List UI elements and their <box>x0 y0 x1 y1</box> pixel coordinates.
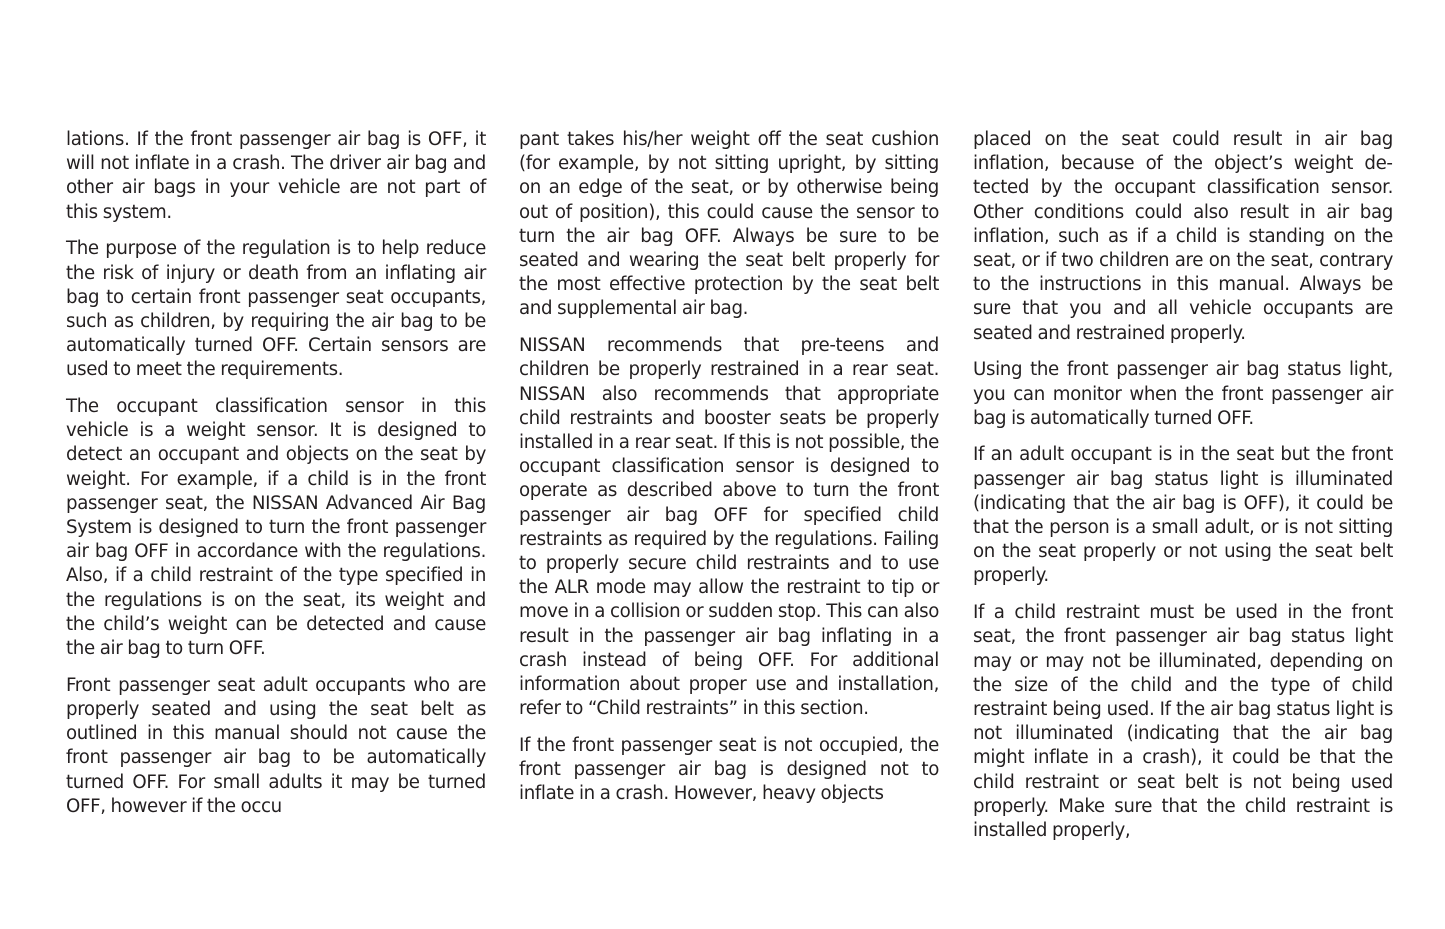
paragraph: The occupant classification sensor in this vehicle is a weight sensor. It is designed to detect an occupant and objects on the seat by weight. For example, if a child is in the front passenger seat, the NISSAN Advanced Air Bag System is designed to turn the front passenger air bag OFF in accordance with the regulations. Also, if a child restraint of the type specified in the regulations is on the seat, its weight and the child’s weight can be detected and cause the air bag to turn OFF. <box>66 396 486 660</box>
text-column-left <box>66 128 486 831</box>
paragraph: The purpose of the regulation is to help reduce the risk of injury or death from an inflating air bag to certain front passenger seat occupants, such as children, by requiring the air bag to be automatically turned OFF. Certain sensors are used to meet the requirements. <box>66 238 486 381</box>
paragraph: NISSAN recommends that pre-teens and children be properly restrained in a rear seat. NISSAN also recommends that appropriate child restraints and booster seats be properly installed in a rear seat. If this is not possible, the occupant classification sensor is designed to operate as described above to turn the front passenger air bag OFF for specified child restraints as required by the regulations. Failing to properly secure child restraints and to use the ALR mode may allow the restraint to tip or move in a collision or sudden stop. This can also result in the passenger air bag inflating in a crash instead of being OFF. For additional information about proper use and installation, refer to “Child restraints” in this section. <box>519 335 939 720</box>
paragraph: Front passenger seat adult occupants who are properly seated and using the seat belt as outlined in this manual should not cause the front passenger air bag to be automatically turned OFF. For small adults it may be turned OFF, however if the occu <box>66 674 486 817</box>
paragraph: placed on the seat could result in air bag inflation, because of the object’s weight detected by the occupant classification sensor. Other conditions could also result in air bag inflation, such as if a child is standing on the seat, or if two children are on the seat, contrary to the instructions in this manual. Always be sure that you and all vehicle occupants are seated and restrained properly. <box>973 129 1393 344</box>
paragraph: If an adult occupant is in the seat but the front passenger air bag status light is illuminated (indicating that the air bag is OFF), it could be that the person is a small adult, or is not sitting on the seat properly or not using the seat belt properly. <box>973 444 1393 587</box>
paragraph: pant takes his/her weight off the seat cushion (for example, by not sitting upright, by sitting on an edge of the seat, or by otherwise being out of position), this could cause the sensor to turn the air bag OFF. Always be sure to be seated and wearing the seat belt properly for the most effective protection by the seat belt and supplemental air bag. <box>519 129 939 320</box>
text-column-middle <box>519 128 939 819</box>
paragraph: Using the front passenger air bag status light, you can monitor when the front passenger air bag is automatically turned OFF. <box>973 359 1393 429</box>
paragraph: lations. If the front passenger air bag is OFF, it will not inflate in a crash. The driver air bag and other air bags in your vehicle are not part of this system. <box>66 129 486 223</box>
text-column-right <box>973 128 1393 856</box>
paragraph: If the front passenger seat is not occupied, the front passenger air bag is designed not to inflate in a crash. However, heavy objects <box>519 734 939 805</box>
paragraph: If a child restraint must be used in the front seat, the front passenger air bag status light may or may not be illuminated, depending on the size of the child and the type of child restraint being used. If the air bag status light is not illuminated (indicating that the air bag might inflate in a crash), it could be that the child restraint or seat belt is not being used properly. Make sure that the child restraint is installed properly, <box>973 602 1393 841</box>
